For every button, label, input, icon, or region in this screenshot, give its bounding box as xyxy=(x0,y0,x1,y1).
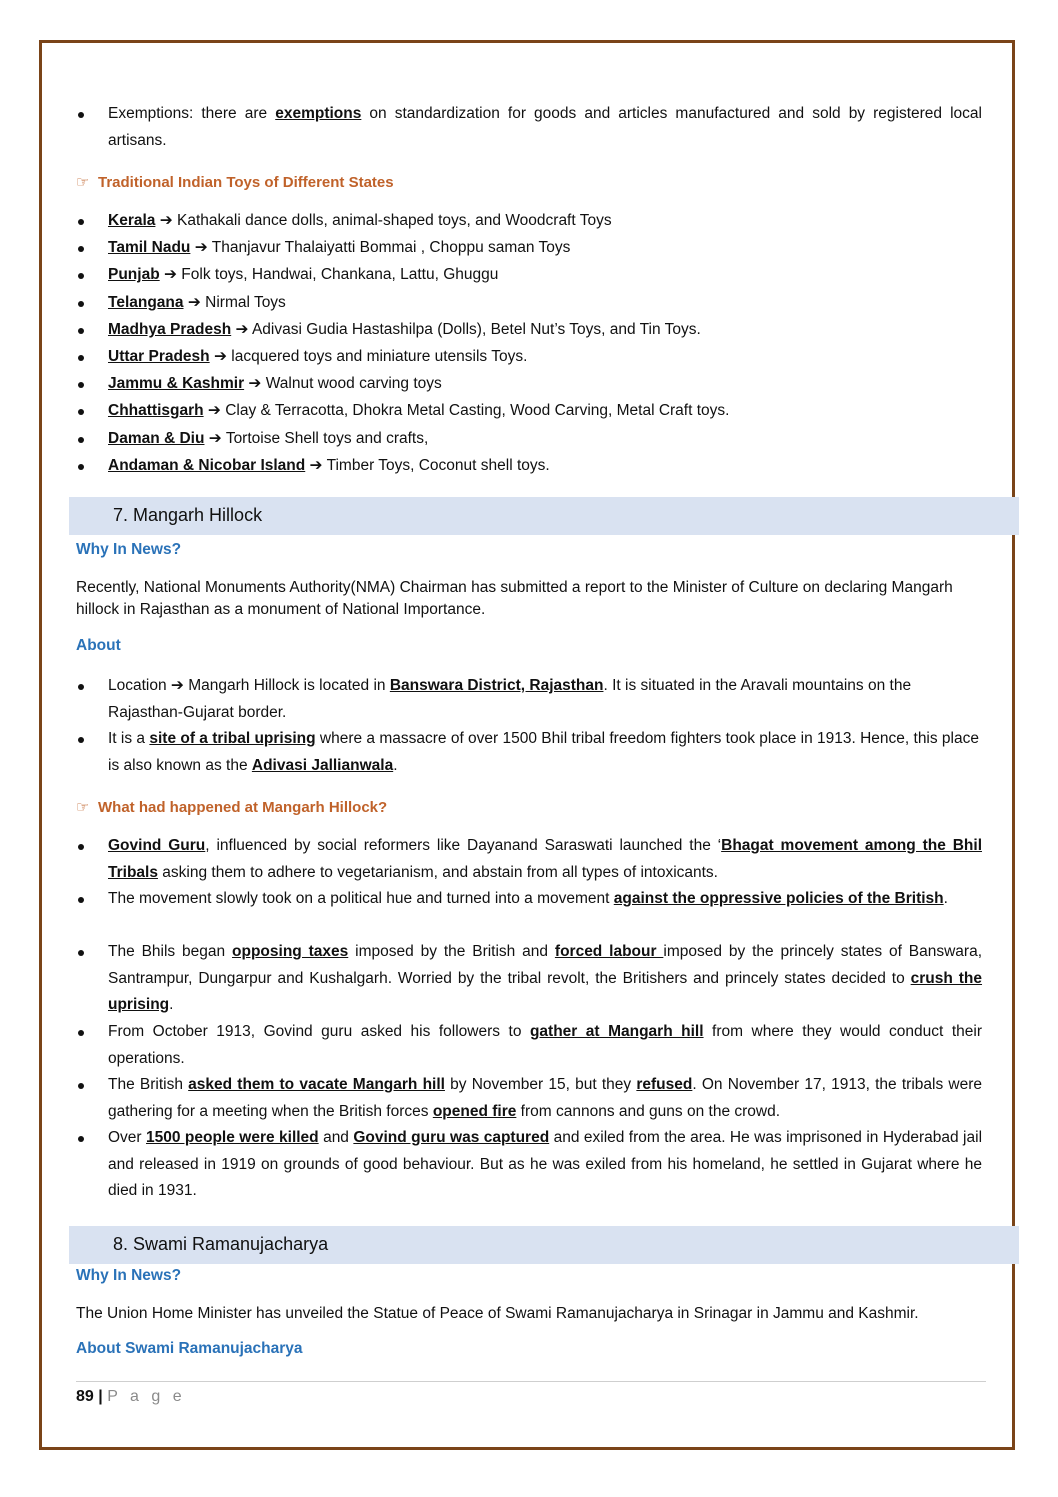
list-item xyxy=(108,398,982,425)
page-footer xyxy=(76,1388,186,1406)
list-item xyxy=(108,371,982,398)
list-item xyxy=(108,426,982,453)
bullet-icon xyxy=(78,684,84,690)
page-label: P a g e xyxy=(107,1388,186,1405)
bullet-icon xyxy=(78,1083,84,1089)
toy-state: Kerala xyxy=(108,212,156,229)
toy-description: Clay & Terracotta, Dhokra Metal Casting, Wood Carving, Metal Craft toys. xyxy=(225,402,730,420)
about-label: About xyxy=(76,637,121,654)
bullet-icon xyxy=(78,219,84,225)
toy-state: Madhya Pradesh xyxy=(108,320,232,338)
footer-separator: | xyxy=(98,1388,103,1405)
arrow-right-icon: ➔ xyxy=(170,677,184,694)
toy-state: Punjab xyxy=(108,266,160,284)
list-item: The Bhils began opposing taxes imposed by the British and forced labour imposed by the princely states of Banswara, Santrampur, Dungarpur and Kushalgarh. Worried by the tribal revolt, the Britishers and princely states decided to crush the uprising. xyxy=(108,939,982,1019)
toy-state: Telangana xyxy=(108,293,184,311)
bullet-icon xyxy=(78,1030,84,1036)
toy-description: Adivasi Gudia Hastashilpa (Dolls), Betel Nut’s Toys, and Tin Toys. xyxy=(251,320,701,338)
about-label: About Swami Ramanujacharya xyxy=(76,1340,303,1357)
list-item: It is a site of a tribal uprising where a massacre of over 1500 Bhil tribal freedom fighters took place in 1913. Hence, this place is also known as the Adivasi Jallianwala. xyxy=(108,726,982,779)
list-item: Govind Guru, influenced by social reformers like Dayanand Saraswati launched the ‘Bhagat movement among the Bhil Tribals asking them to adhere to vegetarianism, and abstain from all types of intoxicants. xyxy=(108,833,982,886)
list-item: The British asked them to vacate Mangarh hill by November 15, but they refused. On November 17, 1913, the tribals were gathering for a meeting when the British forces opened fire from cannons and guns on the crowd. xyxy=(108,1072,982,1125)
toy-description: Folk toys, Handwai, Chankana, Lattu, Ghuggu xyxy=(181,266,499,284)
toy-description: Tortoise Shell toys and crafts, xyxy=(225,429,429,447)
toy-state: Uttar Pradesh xyxy=(108,348,210,365)
list-item xyxy=(108,208,982,235)
section-title: 7. Mangarh Hillock xyxy=(113,505,263,525)
arrow-right-icon: ➔ xyxy=(235,320,249,338)
arrow-right-icon: ➔ xyxy=(163,266,177,284)
list-item xyxy=(108,317,982,344)
why-in-news-label: Why In News? xyxy=(76,541,182,558)
list-item: Location ➔ Mangarh Hillock is located in Banswara District, Rajasthan. It is situated in the Aravali mountains on the Rajasthan-Gujarat border. xyxy=(108,673,982,726)
list-item: Exemptions: there are exemptions on standardization for goods and articles manufactured and sold by registered local artisans. xyxy=(108,101,982,154)
toy-description: Nirmal Toys xyxy=(205,293,286,311)
section-title: 8. Swami Ramanujacharya xyxy=(113,1234,329,1254)
arrow-right-icon: ➔ xyxy=(159,212,173,229)
list-item xyxy=(108,344,982,371)
bullet-icon xyxy=(78,112,84,118)
arrow-right-icon: ➔ xyxy=(213,348,227,365)
bullet-icon xyxy=(78,950,84,956)
list-item xyxy=(108,235,982,262)
toy-state: Chhattisgarh xyxy=(108,402,204,420)
arrow-right-icon: ➔ xyxy=(187,293,201,311)
why-in-news-text: Recently, National Monuments Authority(NMA) Chairman has submitted a report to the Minister of Culture on declaring Mangarh hillock in Rajasthan as a monument of National Importance. xyxy=(76,579,953,618)
toy-state: Andaman & Nicobar Island xyxy=(108,456,306,474)
pointing-hand-icon: ☞ xyxy=(76,174,90,191)
arrow-right-icon: ➔ xyxy=(248,375,262,393)
section-8-header xyxy=(69,1226,1019,1264)
pointing-hand-icon: ☞ xyxy=(76,799,90,816)
toy-description: Thanjavur Thalaiyatti Bommai , Choppu saman Toys xyxy=(211,239,571,257)
footer-divider xyxy=(76,1381,986,1382)
why-in-news-label: Why In News? xyxy=(76,1267,182,1284)
arrow-right-icon: ➔ xyxy=(208,429,222,447)
subheading-what-happened: ☞ What had happened at Mangarh Hillock? xyxy=(76,799,388,816)
toy-state: Daman & Diu xyxy=(108,429,205,447)
bullet-icon xyxy=(78,328,84,334)
page-number: 89 xyxy=(76,1388,94,1405)
toy-description: lacquered toys and miniature utensils Toys. xyxy=(231,348,528,365)
arrow-right-icon: ➔ xyxy=(309,456,323,474)
bullet-icon xyxy=(78,355,84,361)
section-7-header xyxy=(69,497,1019,535)
bullet-icon xyxy=(78,737,84,743)
list-item xyxy=(108,262,982,289)
toy-state: Jammu & Kashmir xyxy=(108,375,245,393)
arrow-right-icon: ➔ xyxy=(194,239,208,257)
list-item: The movement slowly took on a political hue and turned into a movement against the oppressive policies of the British. xyxy=(108,886,982,913)
bullet-icon xyxy=(78,897,84,903)
toy-description: Timber Toys, Coconut shell toys. xyxy=(326,456,550,474)
bullet-icon xyxy=(78,437,84,443)
toy-state: Tamil Nadu xyxy=(108,239,191,257)
list-item xyxy=(108,453,982,480)
list-item xyxy=(108,290,982,317)
toy-description: Kathakali dance dolls, animal-shaped toys, and Woodcraft Toys xyxy=(177,212,612,229)
why-in-news-text: The Union Home Minister has unveiled the Statue of Peace of Swami Ramanujacharya in Srinagar in Jammu and Kashmir. xyxy=(76,1305,919,1322)
bullet-icon xyxy=(78,844,84,850)
bullet-icon xyxy=(78,301,84,307)
toy-description: Walnut wood carving toys xyxy=(265,375,442,393)
list-item: From October 1913, Govind guru asked his followers to gather at Mangarh hill from where they would conduct their operations. xyxy=(108,1019,982,1072)
subheading-toys: ☞ Traditional Indian Toys of Different States xyxy=(76,174,394,191)
bullet-icon xyxy=(78,464,84,470)
bullet-icon xyxy=(78,1136,84,1142)
list-item: Over 1500 people were killed and Govind guru was captured and exiled from the area. He was imprisoned in Hyderabad jail and released in 1919 on grounds of good behaviour. But as he was exiled from his homeland, he settled in Gujarat where he died in 1931. xyxy=(108,1125,982,1205)
arrow-right-icon: ➔ xyxy=(207,402,221,420)
